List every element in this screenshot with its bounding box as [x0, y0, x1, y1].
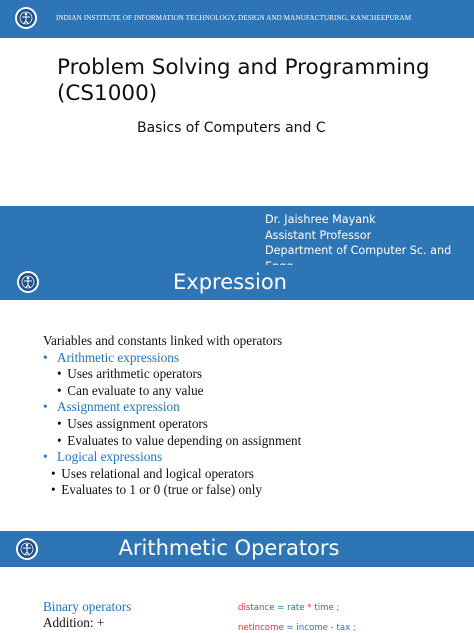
sub-item: [43, 466, 301, 483]
code-variable: distance: [238, 603, 275, 613]
code-operator: -: [327, 623, 337, 633]
course-subtitle: Basics of Computers and C: [137, 120, 326, 136]
bullet-icon: •: [57, 382, 62, 398]
author-position: Assistant Professor: [265, 228, 372, 242]
expression-slide-title: Expression: [173, 270, 287, 294]
sub-item-label: Can evaluate to any value: [67, 382, 204, 398]
bullet-icon: •: [57, 432, 62, 448]
binary-operators-heading: Binary operators: [43, 599, 132, 614]
addition-operator-label: Addition: +: [43, 615, 105, 630]
sub-item: [43, 416, 301, 433]
author-name: Dr. Jaishree Mayank: [265, 213, 376, 226]
code-variable: netIncome: [238, 623, 284, 633]
sub-item: [43, 433, 301, 450]
sub-item-label: Uses arithmetic operators: [67, 366, 203, 382]
code-variable: income: [296, 623, 328, 633]
sub-item-label: Uses assignment operators: [67, 415, 208, 431]
code-operator: *: [304, 603, 315, 613]
list-item-assignment: [43, 399, 301, 416]
bullet-icon: •: [43, 349, 48, 365]
list-item-arithmetic: [43, 350, 301, 367]
sub-item: [43, 482, 301, 499]
sub-item-label: Evaluates to 1 or 0 (true or false) only: [61, 482, 262, 498]
expression-intro: Variables and constants linked with operators: [43, 333, 283, 348]
list-item-logical: [43, 449, 301, 466]
bullet-icon: •: [57, 415, 62, 431]
sub-item-label: Uses relational and logical operators: [61, 465, 254, 481]
course-title-line2: (CS1000): [57, 81, 158, 106]
bullet-icon: •: [57, 366, 62, 382]
institute-emblem-icon: [14, 6, 38, 30]
code-terminator: ;: [350, 623, 356, 633]
bullet-icon: •: [43, 399, 48, 415]
code-example-distance: [238, 603, 339, 613]
operators-slide-title: Arithmetic Operators: [118, 536, 340, 560]
code-variable: rate: [287, 603, 305, 613]
course-title: [57, 55, 430, 107]
list-item-label: Arithmetic expressions: [57, 349, 179, 365]
sub-item: [43, 366, 301, 383]
code-operator: =: [274, 603, 288, 613]
code-terminator: ;: [333, 603, 340, 613]
code-operator: =: [283, 623, 297, 633]
author-department: Department of Computer Sc. and: [265, 244, 452, 257]
bullet-icon: •: [51, 482, 56, 498]
code-variable: time: [314, 603, 334, 613]
list-item-label: Logical expressions: [57, 449, 163, 465]
bullet-icon: •: [51, 465, 56, 481]
sub-item: [43, 383, 301, 400]
sub-item-label: Evaluates to value depending on assignment: [67, 432, 302, 448]
course-title-line1: Problem Solving and Programming: [57, 55, 430, 80]
code-variable: tax: [336, 623, 351, 633]
institute-name: INDIAN INSTITUTE OF INFORMATION TECHNOLOGY, DESIGN AND MANUFACTURING, KANCHEEPURAM: [56, 14, 412, 22]
list-item-label: Assignment expression: [57, 399, 180, 415]
bullet-icon: •: [43, 449, 48, 465]
expression-bullet-list: [43, 333, 301, 499]
